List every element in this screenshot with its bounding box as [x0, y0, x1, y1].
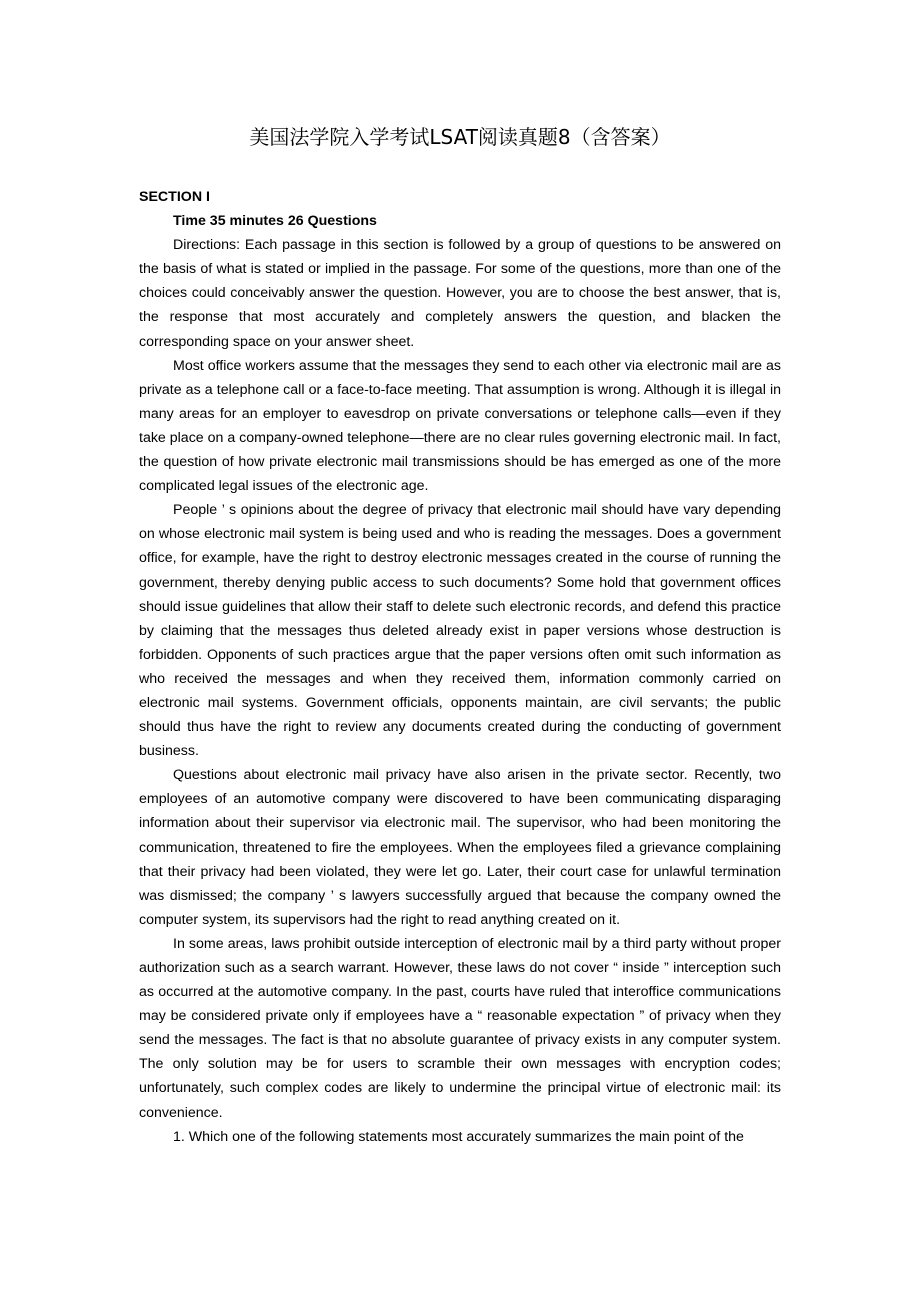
passage-paragraph-3: Questions about electronic mail privacy have also arisen in the private sector. Recently, two employees of an automotive company were discovered to have been communicating disparaging information about their supervisor via electronic mail. The supervisor, who had been monitoring the communication, threatened to fire the employees. When the employees filed a grievance complaining that their privacy had been violated, they were let go. Later, their court case for unlawful termination was dismissed; the company ’ s lawyers successfully argued that because the company owned the computer system, its supervisors had the right to read anything created on it.: [139, 767, 781, 928]
passage-paragraph-2: People ’ s opinions about the degree of privacy that electronic mail should have vary depending on whose electronic mail system is being used and who is reading the messages. Does a government office, for example, have the right to destroy electronic messages created in the course of running the government, thereby denying public access to such documents? Some hold that government offices should issue guidelines that allow their staff to delete such electronic records, and defend this practice by claiming that the messages thus deleted already exist in paper versions whose destruction is forbidden. Opponents of such practices argue that the paper versions often omit such information as who received the messages and when they received them, information commonly carried on electronic mail systems. Government officials, opponents maintain, are civil servants; the public should thus have the right to review any documents created during the conducting of government business.: [139, 502, 781, 760]
passage-paragraph-4: In some areas, laws prohibit outside interception of electronic mail by a third party without proper authorization such as a search warrant. However, these laws do not cover “ inside ” interception such as occurred at the automotive company. In the past, courts have ruled that interoffice communications may be considered private only if employees have a “ reasonable expectation ” of privacy when they send the messages. The fact is that no absolute guarantee of privacy exists in any computer system. The only solution may be for users to scramble their own messages with encryption codes; unfortunately, such complex codes are likely to undermine the principal virtue of electronic mail: its convenience.: [139, 935, 781, 1121]
document-body: [139, 185, 781, 1149]
directions-paragraph: Directions: Each passage in this section is followed by a group of questions to be answered on the basis of what is stated or implied in the passage. For some of the questions, more than one of the choices could conceivably answer the question. However, you are to choose the best answer, that is, the response that most accurately and completely answers the question, and blacken the corresponding space on your answer sheet.: [139, 237, 781, 350]
section-heading: SECTION I: [139, 189, 210, 205]
page-title: 美国法学院入学考试LSAT阅读真题8（含答案）: [249, 125, 671, 149]
time-line: Time 35 minutes 26 Questions: [173, 213, 377, 230]
passage-paragraph-1: Most office workers assume that the messages they send to each other via electronic mail are as private as a telephone call or a face-to-face meeting. That assumption is wrong. Although it is illegal in many areas for an employer to eavesdrop on private conversations or telephone calls—even if they take place on a company-owned telephone—there are no clear rules governing electronic mail. In fact, the question of how private electronic mail transmissions should be has emerged as one of the more complicated legal issues of the electronic age.: [139, 357, 781, 495]
question-1: 1. Which one of the following statements most accurately summarizes the main point of the: [173, 1128, 744, 1145]
